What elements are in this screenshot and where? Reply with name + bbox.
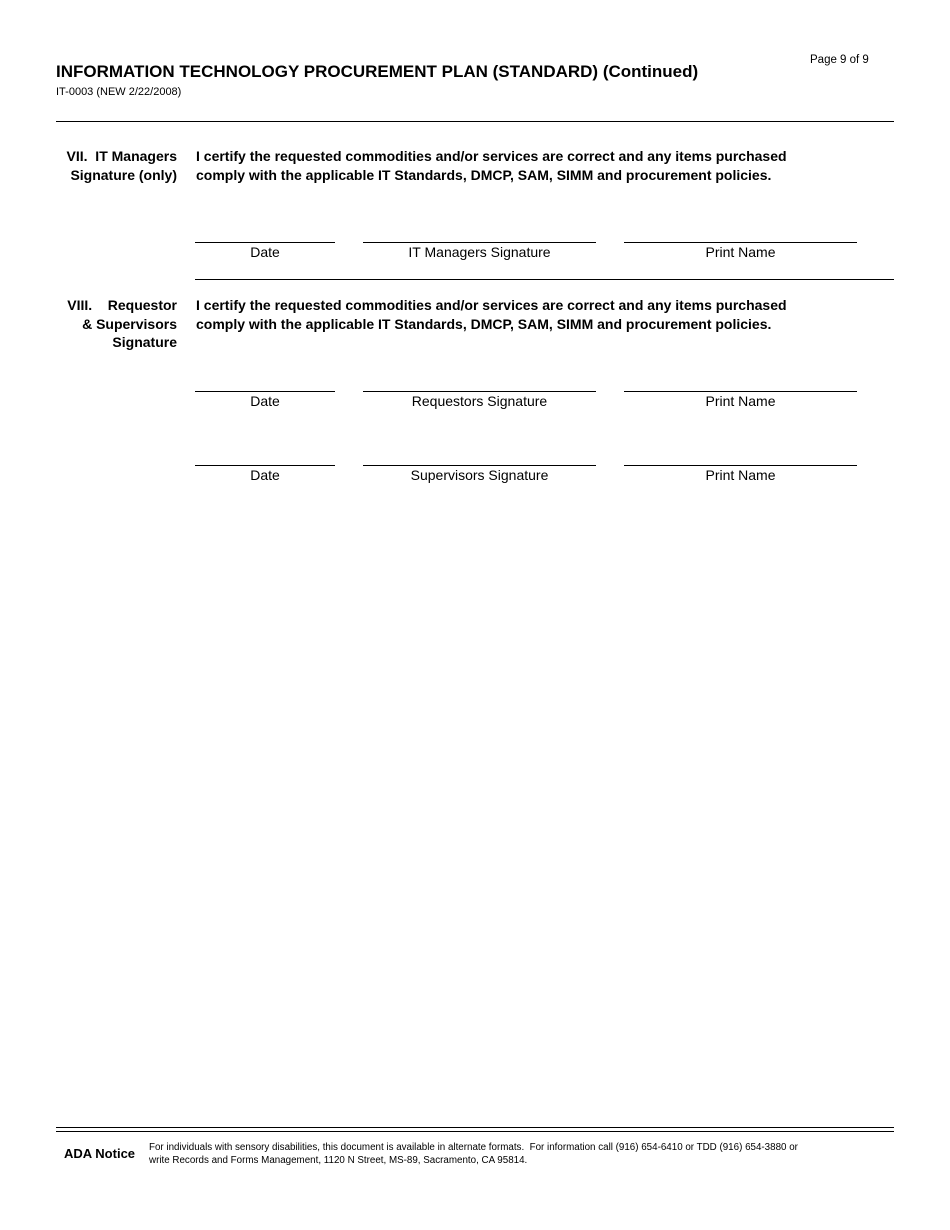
section-8-cert-line2: comply with the applicable IT Standards, DMCP, SAM, SIMM and procurement policies. [196,315,772,332]
section-8-label [40,296,177,352]
requestor-signature-field[interactable] [363,391,596,392]
section-7-label-line2: Signature (only) [70,166,177,183]
section-divider [195,279,894,280]
section-7-cert-line2: comply with the applicable IT Standards, DMCP, SAM, SIMM and procurement policies. [196,166,772,183]
section-8-certification [196,296,896,333]
section-8-label-line3: Signature [112,334,177,350]
header-divider [56,121,894,122]
supervisor-print-name-field[interactable] [624,465,857,466]
ada-notice-text-line2: write Records and Forms Management, 1120 N Street, MS-89, Sacramento, CA 95814. [149,1155,528,1166]
section-8-label-line1: VIII. Requestor [67,297,177,313]
page-number: Page 9 of 9 [810,54,869,66]
supervisor-print-name-label: Print Name [705,467,776,483]
requestor-date-field[interactable] [195,391,335,392]
footer-divider-bottom [56,1131,894,1132]
footer-divider-top [56,1127,894,1128]
form-number: IT-0003 (NEW 2/22/2008) [56,86,182,98]
requestor-date-label: Date [250,393,280,409]
section-8-cert-line1: I certify the requested commodities and/or services are correct and any items purchased [196,297,787,313]
supervisor-signature-label: Supervisors Signature [410,467,549,483]
ada-notice-label: ADA Notice [64,1146,136,1161]
it-manager-signature-label: IT Managers Signature [408,244,551,260]
section-7-label [40,147,177,184]
supervisor-date-label: Date [250,467,280,483]
requestor-signature-label: Requestors Signature [411,393,548,409]
section-7-cert-line1: I certify the requested commodities and/or services are correct and any items purchased [196,148,787,164]
it-manager-print-name-label: Print Name [705,244,776,260]
requestor-print-name-field[interactable] [624,391,857,392]
section-8-label-line2: & Supervisors [82,315,177,332]
requestor-print-name-label: Print Name [705,393,776,409]
it-manager-date-field[interactable] [195,242,335,243]
it-manager-signature-field[interactable] [363,242,596,243]
it-manager-date-label: Date [250,244,280,260]
section-7-certification [196,147,896,184]
ada-notice-text [149,1141,895,1167]
it-manager-print-name-field[interactable] [624,242,857,243]
ada-notice-text-line1: For individuals with sensory disabilities, this document is available in alternate formats. For information call (916) 654-6410 or TDD (916) 654-3880 or [149,1142,798,1153]
page-title: INFORMATION TECHNOLOGY PROCUREMENT PLAN (STANDARD) (Continued) [56,62,699,81]
supervisor-date-field[interactable] [195,465,335,466]
section-7-label-line1: VII. IT Managers [66,148,177,164]
supervisor-signature-field[interactable] [363,465,596,466]
